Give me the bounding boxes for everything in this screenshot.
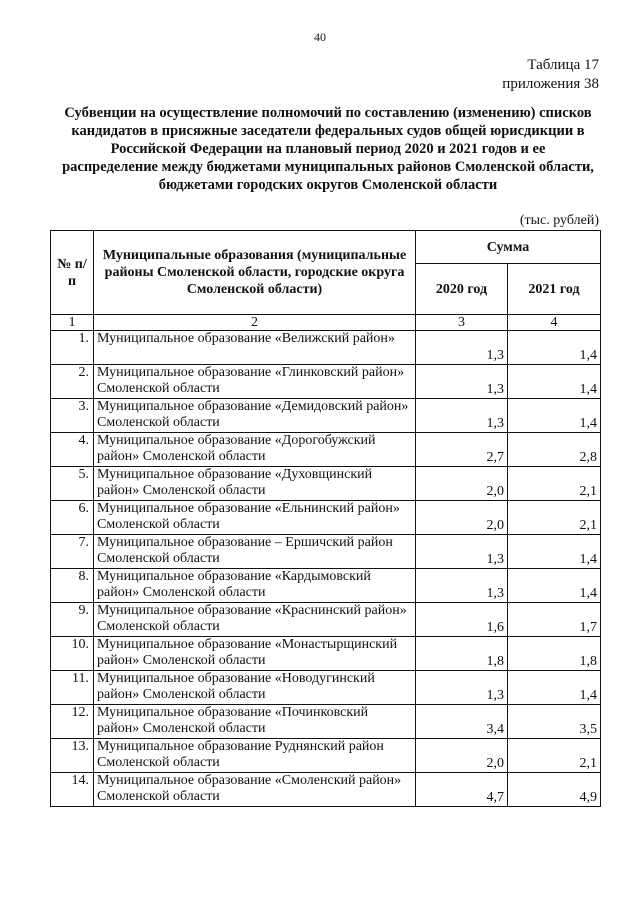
amount-2021: 1,4: [508, 365, 601, 399]
amount-2020: 1,8: [416, 637, 508, 671]
amount-2020: 1,3: [416, 399, 508, 433]
amount-2020: 2,0: [416, 501, 508, 535]
amount-2021: 1,8: [508, 637, 601, 671]
municipality-name: Муниципальное образование «Демидовский район» Смоленской области: [94, 399, 416, 433]
amount-2020: 1,3: [416, 535, 508, 569]
row-number: 1.: [51, 331, 94, 365]
municipality-name: Муниципальное образование «Починковский район» Смоленской области: [94, 705, 416, 739]
column-number: 4: [508, 315, 601, 331]
appendix-number: приложения 38: [502, 76, 599, 92]
amount-2021: 1,4: [508, 569, 601, 603]
row-number: 12.: [51, 705, 94, 739]
table-row: [51, 705, 601, 739]
column-number-row: [51, 315, 601, 331]
amount-2020: 3,4: [416, 705, 508, 739]
row-number: 7.: [51, 535, 94, 569]
municipality-name: Муниципальное образование «Глинковский район» Смоленской области: [94, 365, 416, 399]
row-number: 4.: [51, 433, 94, 467]
municipality-name: Муниципальное образование «Велижский район»: [94, 331, 416, 365]
amount-2020: 2,0: [416, 467, 508, 501]
municipality-name: Муниципальное образование «Кардымовский район» Смоленской области: [94, 569, 416, 603]
table-row: [51, 501, 601, 535]
municipality-name: Муниципальное образование «Духовщинский район» Смоленской области: [94, 467, 416, 501]
row-number: 11.: [51, 671, 94, 705]
table-number: Таблица 17: [527, 57, 599, 73]
amount-2021: 2,8: [508, 433, 601, 467]
header-name: Муниципальные образования (муниципальные районы Смоленской области, городские округа Смоленской области): [94, 231, 416, 315]
amount-2021: 1,7: [508, 603, 601, 637]
amount-2021: 4,9: [508, 773, 601, 807]
subsidies-table: [50, 230, 601, 807]
amount-2021: 1,4: [508, 399, 601, 433]
document-title: Субвенции на осуществление полномочий по составлению (изменению) списков кандидатов в присяжные заседатели федеральных судов общей юрисдикции в Российской Федерации на плановый период 2020 и 2021 годов и ее распределение между бюджетами муниципальных районов Смоленской области, бюджетами городских округов Смоленской области: [62, 105, 594, 193]
amount-2021: 1,4: [508, 331, 601, 365]
table-reference: [502, 56, 599, 94]
table-row: [51, 739, 601, 773]
row-number: 8.: [51, 569, 94, 603]
amount-2021: 3,5: [508, 705, 601, 739]
column-number: 3: [416, 315, 508, 331]
table-body: [51, 331, 601, 807]
amount-2020: 1,6: [416, 603, 508, 637]
table-row: [51, 365, 601, 399]
table-row: [51, 637, 601, 671]
column-number: 2: [94, 315, 416, 331]
table-row: [51, 331, 601, 365]
row-number: 3.: [51, 399, 94, 433]
amount-2020: 2,7: [416, 433, 508, 467]
table-row: [51, 399, 601, 433]
municipality-name: Муниципальное образование «Монастырщинский район» Смоленской области: [94, 637, 416, 671]
amount-2020: 2,0: [416, 739, 508, 773]
municipality-name: Муниципальное образование – Ершичский район Смоленской области: [94, 535, 416, 569]
amount-2020: 1,3: [416, 569, 508, 603]
table-row: [51, 773, 601, 807]
header-num: № п/п: [51, 231, 94, 315]
amount-2021: 2,1: [508, 467, 601, 501]
municipality-name: Муниципальное образование «Новодугинский район» Смоленской области: [94, 671, 416, 705]
table-row: [51, 569, 601, 603]
table-row: [51, 535, 601, 569]
page-number: 40: [314, 30, 326, 44]
header-sum: Сумма: [416, 231, 601, 264]
table-row: [51, 467, 601, 501]
row-number: 2.: [51, 365, 94, 399]
table-row: [51, 671, 601, 705]
amount-2020: 1,3: [416, 671, 508, 705]
municipality-name: Муниципальное образование «Ельнинский район» Смоленской области: [94, 501, 416, 535]
row-number: 9.: [51, 603, 94, 637]
municipality-name: Муниципальное образование «Краснинский район» Смоленской области: [94, 603, 416, 637]
municipality-name: Муниципальное образование Руднянский район Смоленской области: [94, 739, 416, 773]
row-number: 10.: [51, 637, 94, 671]
amount-2021: 1,4: [508, 535, 601, 569]
amount-2020: 1,3: [416, 331, 508, 365]
amount-2021: 1,4: [508, 671, 601, 705]
amount-2020: 4,7: [416, 773, 508, 807]
table-row: [51, 603, 601, 637]
row-number: 5.: [51, 467, 94, 501]
amount-2021: 2,1: [508, 501, 601, 535]
header-2021: 2021 год: [508, 264, 601, 315]
header-2020: 2020 год: [416, 264, 508, 315]
row-number: 13.: [51, 739, 94, 773]
units-label: (тыс. рублей): [519, 213, 599, 228]
amount-2021: 2,1: [508, 739, 601, 773]
municipality-name: Муниципальное образование «Смоленский район» Смоленской области: [94, 773, 416, 807]
municipality-name: Муниципальное образование «Дорогобужский район» Смоленской области: [94, 433, 416, 467]
row-number: 6.: [51, 501, 94, 535]
column-number: 1: [51, 315, 94, 331]
row-number: 14.: [51, 773, 94, 807]
amount-2020: 1,3: [416, 365, 508, 399]
table-row: [51, 433, 601, 467]
